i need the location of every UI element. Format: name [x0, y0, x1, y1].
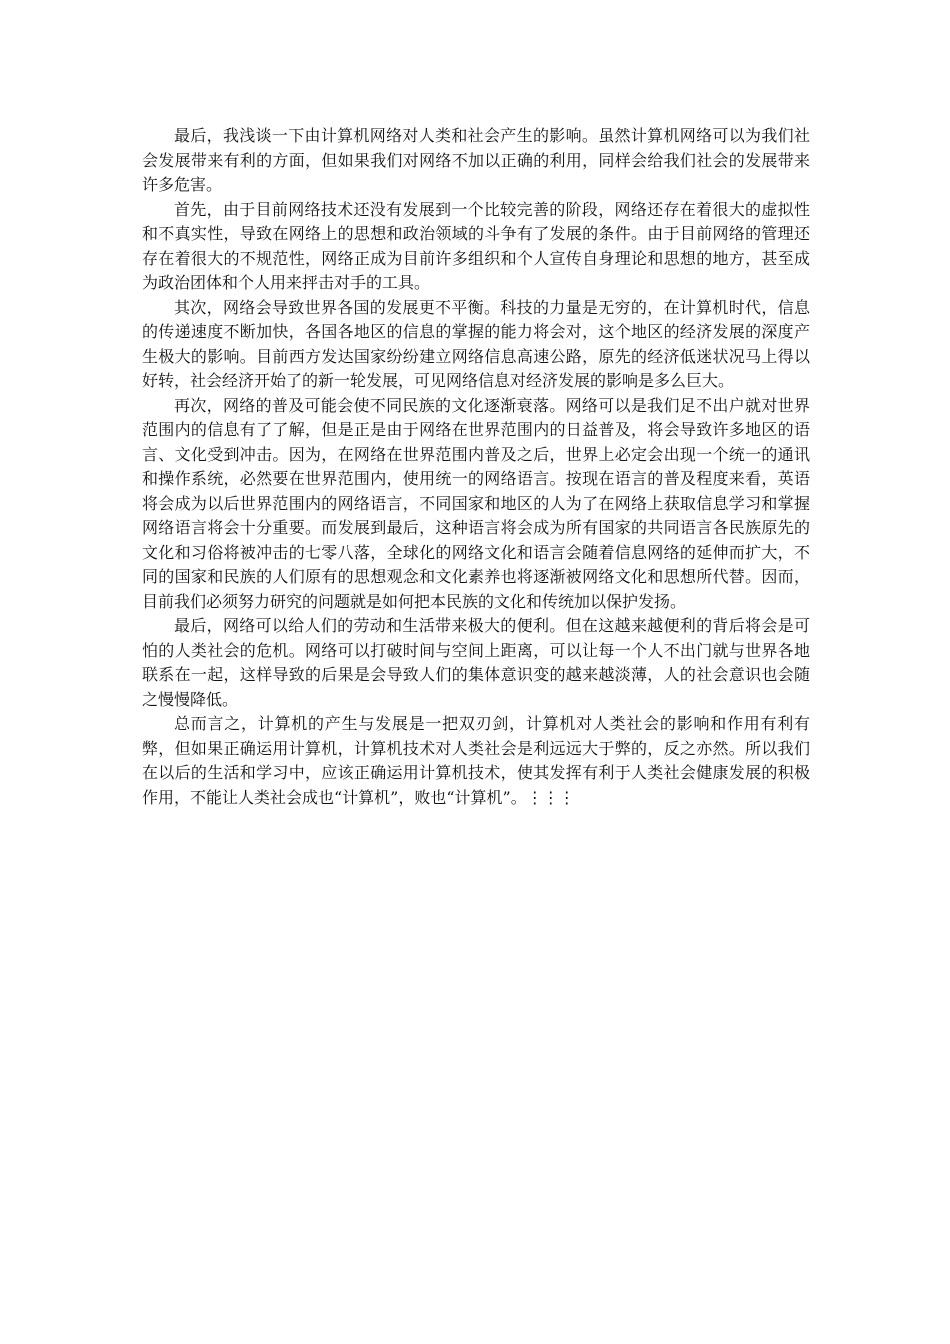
paragraph-conclusion: 总而言之，计算机的产生与发展是一把双刃剑，计算机对人类社会的影响和作用有利有弊，但如果正确运用计算机，计算机技术对人类社会是利远远大于弊的，反之亦然。所以我们在以后的生活和学习中，应该正确运用计算机技术，使其发挥有利于人类社会健康发展的积极作用，不能让人类社会成也“计算机”，败也“计算机”。⋮⋮⋮	[142, 714, 810, 807]
document-body	[142, 124, 810, 810]
paragraph-impact-intro: 最后，我浅谈一下由计算机网络对人类和社会产生的影响。虽然计算机网络可以为我们社会发展带来有利的方面，但如果我们对网络不加以正确的利用，同样会给我们社会的发展带来许多危害。	[142, 126, 810, 194]
paragraph-political-risk: 首先，由于目前网络技术还没有发展到一个比较完善的阶段，网络还存在着很大的虚拟性和不真实性，导致在网络上的思想和政治领域的斗争有了发展的条件。由于目前网络的管理还存在着很大的不规范性，网络正成为目前许多组织和个人宣传自身理论和思想的地方，甚至成为政治团体和个人用来抨击对手的工具。	[142, 199, 810, 292]
paragraph-cultural-decline: 再次，网络的普及可能会使不同民族的文化逐渐衰落。网络可以是我们足不出户就对世界范围内的信息有了了解，但是正是由于网络在世界范围内的日益普及，将会导致许多地区的语言、文化受到冲击。因为，在网络在世界范围内普及之后，世界上必定会出现一个统一的通讯和操作系统，必然要在世界范围内，使用统一的网络语言。按现在语言的普及程度来看，英语将会成为以后世界范围内的网络语言，不同国家和地区的人为了在网络上获取信息学习和掌握网络语言将会十分重要。而发展到最后，这种语言将会成为所有国家的共同语言各民族原先的文化和习俗将被冲击的七零八落，全球化的网络文化和语言会随着信息网络的延伸而扩大，不同的国家和民族的人们原有的思想观念和文化素养也将逐渐被网络文化和思想所代替。因而，目前我们必须努力研究的问题就是如何把本民族的文化和传统加以保护发扬。	[142, 395, 810, 611]
paragraph-social-consciousness: 最后，网络可以给人们的劳动和生活带来极大的便利。但在这越来越便利的背后将会是可怕的人类社会的危机。网络可以打破时间与空间上距离，可以让每一个人不出门就与世界各地联系在一起，这样导致的后果是会导致人们的集体意识变的越来越淡薄，人的社会意识也会随之慢慢降低。	[142, 616, 810, 709]
paragraph-development-imbalance: 其次，网络会导致世界各国的发展更不平衡。科技的力量是无穷的，在计算机时代，信息的传递速度不断加快，各国各地区的信息的掌握的能力将会对，这个地区的经济发展的深度产生极大的影响。目前西方发达国家纷纷建立网络信息高速公路，原先的经济低迷状况马上得以好转，社会经济开始了的新一轮发展，可见网络信息对经济发展的影响是多么巨大。	[142, 297, 810, 390]
